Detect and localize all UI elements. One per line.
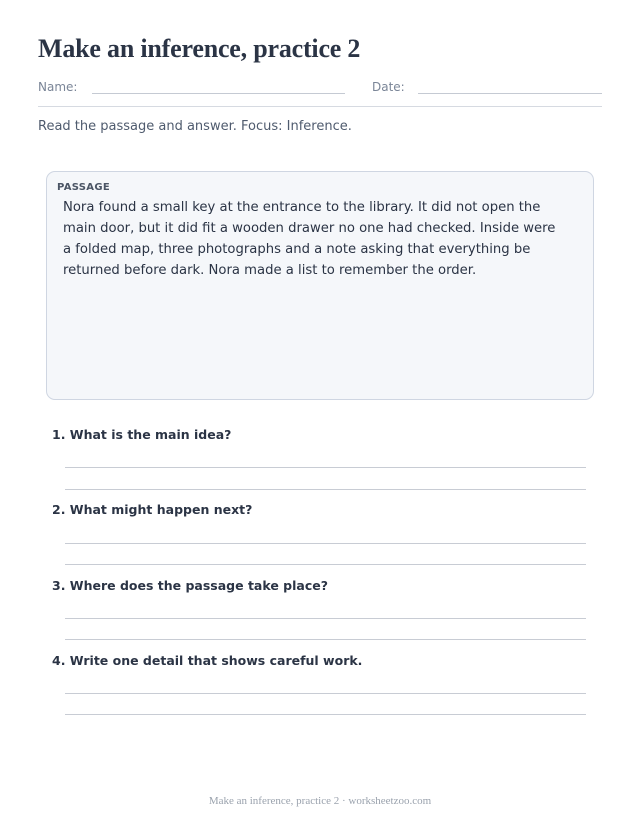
answer-line[interactable] bbox=[65, 714, 586, 715]
page-footer: Make an inference, practice 2 · worksheetzoo.com bbox=[208, 795, 432, 807]
passage-text: Nora found a small key at the entrance to the library. It did not open the main door, but it did fit a wooden drawer no one had checked. Inside were a folded map, three photographs and a note asking that everything be returned before dark. Nora made a list to remember the order. bbox=[63, 200, 556, 278]
question-2 bbox=[52, 502, 252, 517]
date-label: Date: bbox=[372, 80, 405, 94]
name-field-line[interactable] bbox=[92, 93, 345, 94]
answer-line[interactable] bbox=[65, 693, 586, 694]
date-field-line[interactable] bbox=[418, 93, 602, 94]
answer-line[interactable] bbox=[65, 467, 586, 468]
answer-line[interactable] bbox=[65, 639, 586, 640]
question-3 bbox=[52, 578, 328, 593]
question-text: 3. Where does the passage take place? bbox=[52, 578, 328, 593]
question-text: 4. Write one detail that shows careful work. bbox=[52, 653, 363, 668]
passage-box bbox=[46, 171, 594, 400]
name-date-row bbox=[38, 80, 602, 100]
name-label: Name: bbox=[38, 80, 78, 94]
passage-heading: PASSAGE bbox=[57, 182, 110, 193]
answer-line[interactable] bbox=[65, 564, 586, 565]
worksheet-title: Make an inference, practice 2 bbox=[38, 34, 361, 63]
question-4 bbox=[52, 653, 362, 668]
answer-line[interactable] bbox=[65, 543, 586, 544]
answer-line[interactable] bbox=[65, 618, 586, 619]
header-divider bbox=[38, 106, 602, 107]
question-text: 1. What is the main idea? bbox=[52, 427, 232, 442]
instructions: Read the passage and answer. Focus: Inference. bbox=[38, 119, 352, 134]
question-text: 2. What might happen next? bbox=[52, 502, 253, 517]
question-1 bbox=[52, 427, 231, 442]
answer-line[interactable] bbox=[65, 489, 586, 490]
